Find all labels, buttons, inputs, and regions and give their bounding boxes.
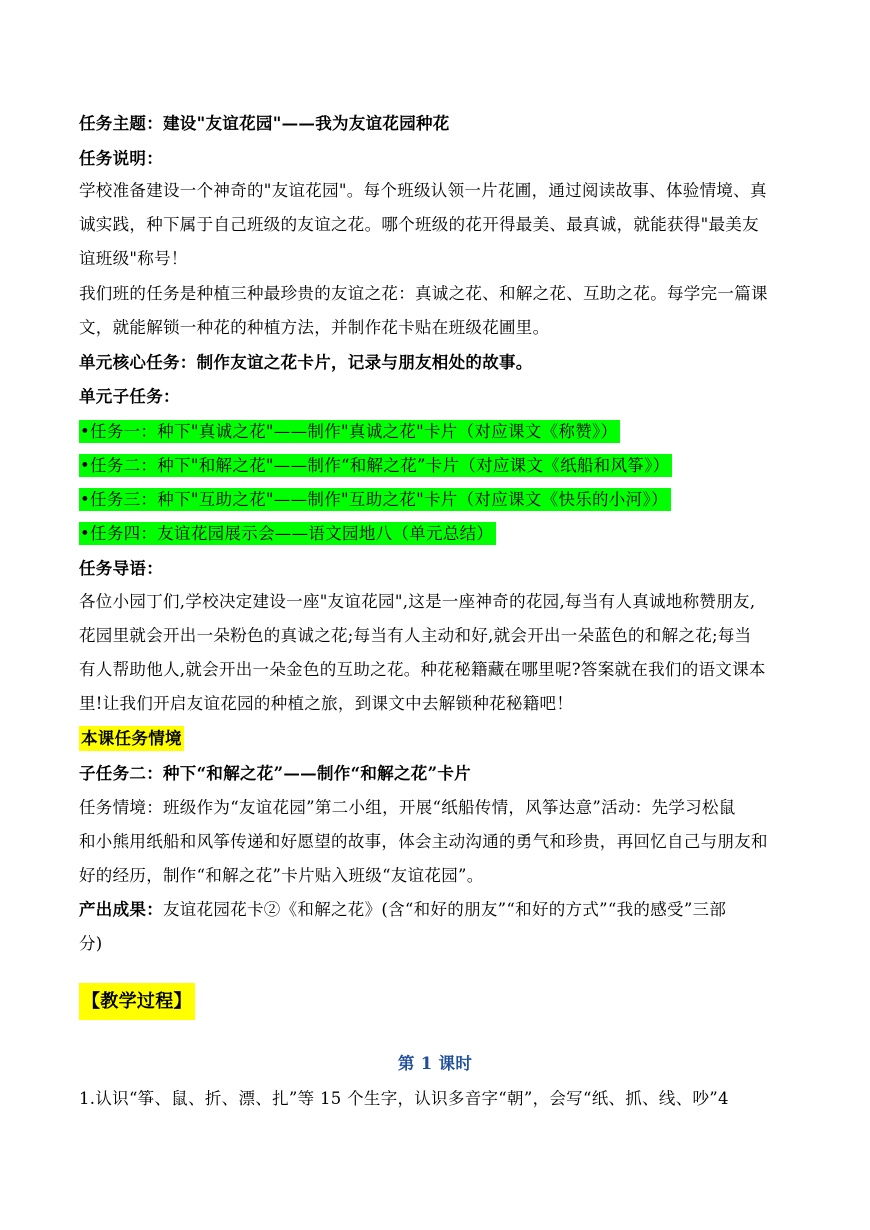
intro-p2-line1: 我们班的任务是种植三种最珍贵的友谊之花：真诚之花、和解之花、互助之花。每学完一篇课 <box>79 284 768 303</box>
subtask-item-text: •任务三：种下"互助之花"——制作"互助之花"卡片（对应课文《快乐的小河》） <box>79 488 671 511</box>
output-line2: 分) <box>79 934 103 953</box>
objective-item-1: 1.认识“筝、鼠、折、漂、扎”等 15 个生字，认识多音字“朝”，会写“纸、抓、线、吵”4 <box>79 1089 729 1108</box>
intro-p1-line3: 谊班级"称号！ <box>79 249 188 268</box>
subtask-item <box>79 489 671 511</box>
guide-line4: 里!让我们开启友谊花园的种植之旅，到课文中去解锁种花秘籍吧！ <box>79 694 574 713</box>
subtask-item-text: •任务二：种下"和解之花"——制作“和解之花”卡片（对应课文《纸船和风筝》） <box>79 454 672 477</box>
guide-line1: 各位小园丁们,学校决定建设一座"友谊花园",这是一座神奇的花园,每当有人真诚地称赞朋友, <box>79 592 756 611</box>
lesson-title-text: 本课任务情境 <box>79 726 184 751</box>
lesson-title <box>79 728 184 750</box>
intro-p1-line1: 学校准备建设一个神奇的"友谊花园"。每个班级认领一片花圃，通过阅读故事、体验情境、真 <box>79 181 767 200</box>
scenario-line2: 和小熊用纸船和风筝传递和好愿望的故事，体会主动沟通的勇气和珍贵，再回忆自己与朋友和 <box>79 832 768 851</box>
guide-line2: 花园里就会开出一朵粉色的真诚之花;每当有人主动和好,就会开出一朵蓝色的和解之花;每当 <box>79 626 752 645</box>
subtasks-title: 单元子任务： <box>79 387 180 406</box>
subtask-item-text: •任务一：种下"真诚之花"——制作"真诚之花"卡片（对应课文《称赞》） <box>79 420 620 443</box>
guide-line3: 有人帮助他人,就会开出一朵金色的互助之花。种花秘籍藏在哪里呢?答案就在我们的语文课本 <box>79 660 766 679</box>
subtask-item-text: •任务四：友谊花园展示会——语文园地八（单元总结） <box>79 522 496 545</box>
session-heading: 第 1 课时 <box>397 1054 473 1073</box>
output-line1 <box>79 899 726 921</box>
core-task: 单元核心任务：制作友谊之花卡片，记录与朋友相处的故事。 <box>79 353 533 372</box>
process-title <box>79 991 195 1013</box>
guide-title: 任务导语： <box>79 559 163 578</box>
process-title-text: 【教学过程】 <box>79 983 195 1020</box>
output-text: 友谊花园花卡②《和解之花》(含“和好的朋友”“和好的方式”“我的感受”三部 <box>163 900 727 919</box>
subtask-item <box>79 523 496 545</box>
intro-p2-line2: 文，就能解锁一种花的种植方法，并制作花卡贴在班级花圃里。 <box>79 318 550 337</box>
task-topic: 任务主题：建设"友谊花园"——我为友谊花园种花 <box>79 114 450 133</box>
task-explain-title: 任务说明： <box>79 149 163 168</box>
lesson-subtask: 子任务二：种下“和解之花”——制作“和解之花”卡片 <box>79 764 471 783</box>
output-label: 产出成果： <box>79 900 163 919</box>
scenario-line3: 好的经历，制作“和解之花”卡片贴入班级“友谊花园”。 <box>79 866 484 885</box>
subtask-item <box>79 455 672 477</box>
intro-p1-line2: 诚实践，种下属于自己班级的友谊之花。哪个班级的花开得最美、最真诚，就能获得"最美友 <box>79 215 759 234</box>
scenario-line1: 任务情境：班级作为“友谊花园”第二小组，开展“纸船传情，风筝达意”活动：先学习松鼠 <box>79 798 736 817</box>
subtask-item <box>79 421 620 443</box>
